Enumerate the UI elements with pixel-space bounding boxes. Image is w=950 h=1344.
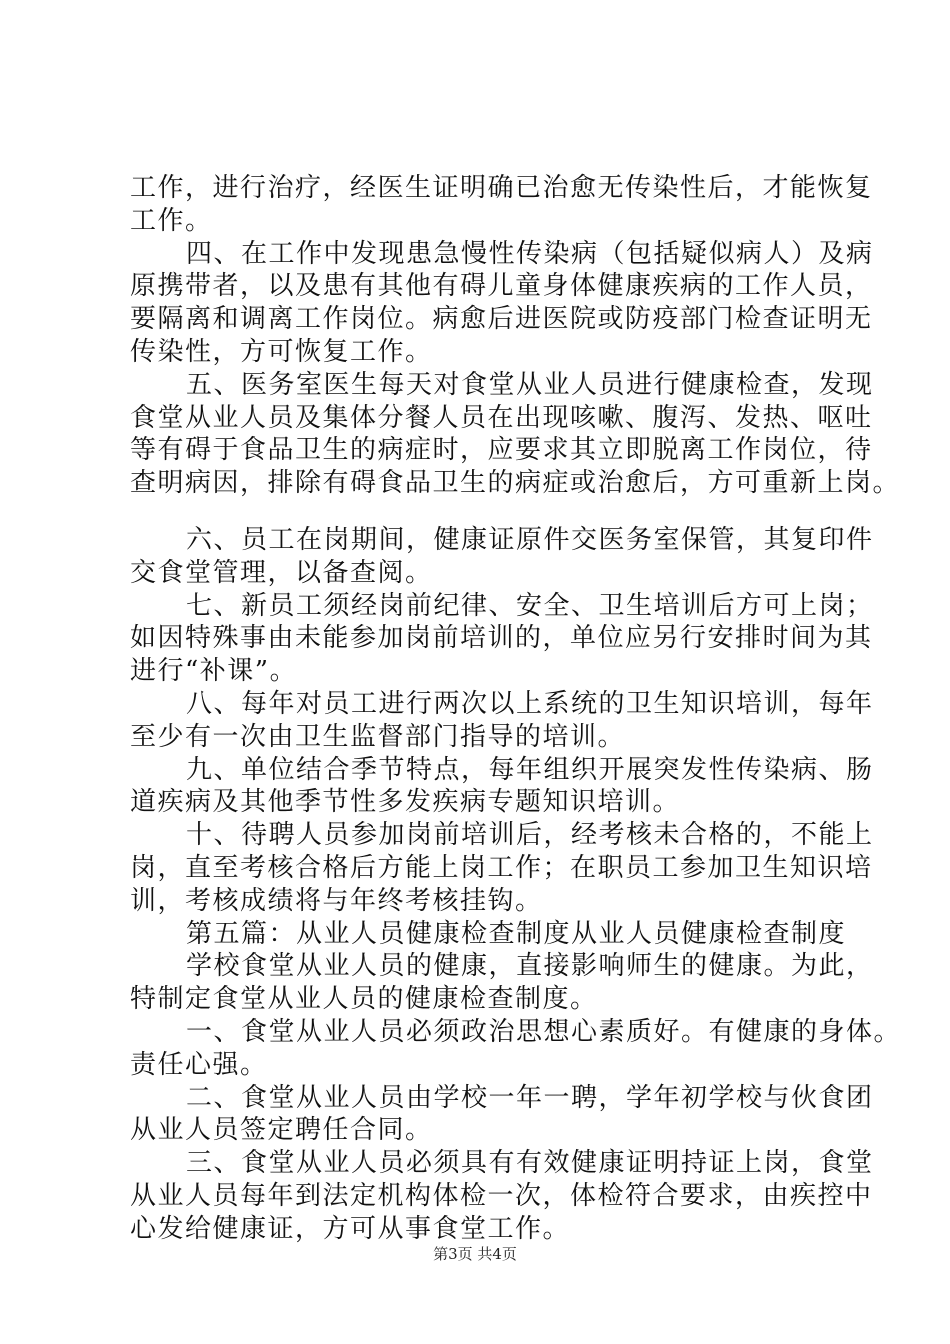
text-line: 一、食堂从业人员必须政治思想心素质好。有健康的身体。 <box>186 1016 902 1047</box>
text-line: 训，考核成绩将与年终考核挂钩。 <box>130 885 543 916</box>
text-line: 四、在工作中发现患急慢性传染病（包括疑似病人）及病 <box>186 238 874 269</box>
text-line: 等有碍于食品卫生的病症时，应要求其立即脱离工作岗位，待 <box>130 435 873 466</box>
text-line: 五、医务室医生每天对食堂从业人员进行健康检查，发现 <box>186 369 874 400</box>
document-body <box>130 172 902 1246</box>
text-line: 传染性，方可恢复工作。 <box>130 336 433 367</box>
text-line: 三、食堂从业人员必须具有有效健康证明持证上岗，食堂 <box>186 1148 874 1179</box>
paragraph <box>130 950 874 1016</box>
paragraph-gap <box>130 500 860 524</box>
text-line: 查明病因，排除有碍食品卫生的病症或治愈后，方可重新上岗。 <box>130 468 901 499</box>
text-line: 心发给健康证，方可从事食堂工作。 <box>130 1213 571 1244</box>
text-line: 工作。 <box>130 205 213 236</box>
paragraph <box>130 819 874 917</box>
paragraph <box>130 238 874 369</box>
text-line: 至少有一次由卫生监督部门指导的培训。 <box>130 721 626 752</box>
page-footer <box>0 1244 950 1264</box>
text-line: 九、单位结合季节特点，每年组织开展突发性传染病、肠 <box>186 754 874 785</box>
text-line: 六、员工在岗期间，健康证原件交医务室保管，其复印件 <box>186 524 874 555</box>
paragraph <box>130 1016 902 1082</box>
text-line: 工作，进行治疗，经医生证明确已治愈无传染性后，才能恢复 <box>130 173 873 203</box>
text-line: 交食堂管理，以备查阅。 <box>130 557 433 588</box>
text-line: 要隔离和调离工作岗位。病愈后进医院或防疫部门检查证明无 <box>130 304 873 335</box>
text-line: 学校食堂从业人员的健康，直接影响师生的健康。为此， <box>186 951 874 982</box>
text-line: 如因特殊事由未能参加岗前培训的，单位应另行安排时间为其 <box>130 623 873 654</box>
paragraph <box>130 369 901 500</box>
text-block-before-gap <box>130 172 901 500</box>
text-line: 二、食堂从业人员由学校一年一聘，学年初学校与伙食团 <box>186 1082 874 1113</box>
paragraph <box>130 754 874 820</box>
text-line: 从业人员签定聘任合同。 <box>130 1115 433 1146</box>
text-block-after-gap <box>130 524 902 1246</box>
text-line: 特制定食堂从业人员的健康检查制度。 <box>130 984 598 1015</box>
text-line: 岗，直至考核合格后方能上岗工作；在职员工参加卫生知识培 <box>130 852 873 883</box>
text-line: 责任心强。 <box>130 1049 268 1080</box>
text-line: 第五篇：从业人员健康检查制度从业人员健康检查制度 <box>186 918 847 949</box>
paragraph <box>130 688 874 754</box>
text-line: 原携带者，以及患有其他有碍儿童身体健康疾病的工作人员， <box>130 271 873 302</box>
paragraph <box>130 172 873 238</box>
paragraph <box>130 590 874 688</box>
paragraph <box>130 1147 874 1245</box>
paragraph <box>130 524 874 590</box>
paragraph <box>130 918 860 951</box>
text-line: 七、新员工须经岗前纪律、安全、卫生培训后方可上岗； <box>186 590 874 621</box>
page-number-label: 第3页 共4页 <box>433 1245 517 1263</box>
text-line: 八、每年对员工进行两次以上系统的卫生知识培训，每年 <box>186 688 874 719</box>
text-line: 十、待聘人员参加岗前培训后，经考核未合格的，不能上 <box>186 820 874 851</box>
text-line: 道疾病及其他季节性多发疾病专题知识培训。 <box>130 787 681 818</box>
text-line: 食堂从业人员及集体分餐人员在出现咳嗽、腹泻、发热、呕吐 <box>130 402 873 433</box>
text-line: 从业人员每年到法定机构体检一次，体检符合要求，由疾控中 <box>130 1180 873 1211</box>
text-line: 进行“补课”。 <box>130 656 298 687</box>
paragraph <box>130 1082 874 1148</box>
